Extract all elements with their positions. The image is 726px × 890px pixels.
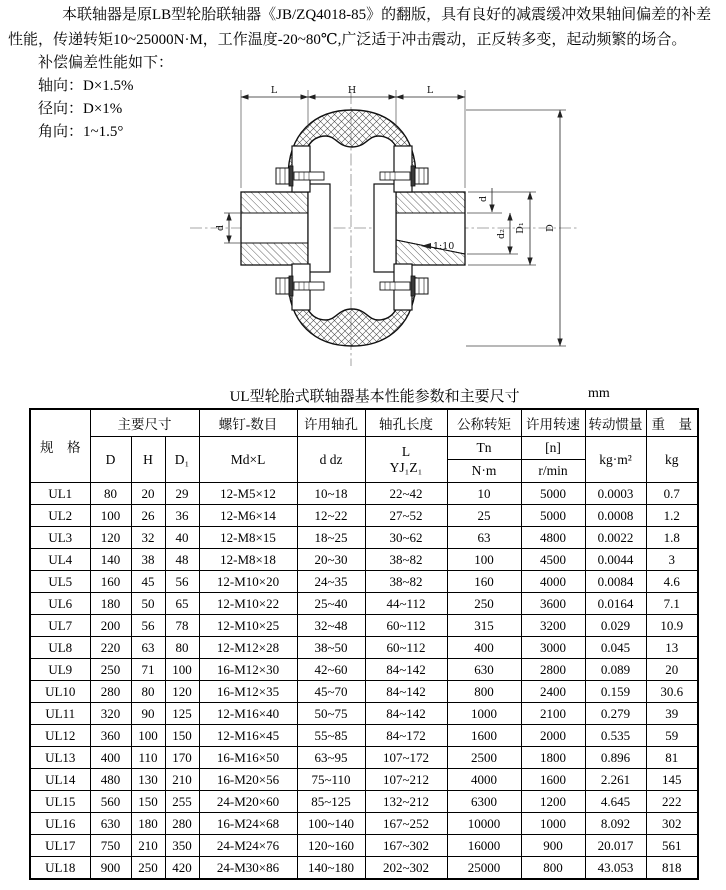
coupling-sleeves (308, 184, 396, 272)
value-cell: 630 (90, 813, 131, 835)
value-cell: 6300 (447, 791, 521, 813)
dim-label-l-left: L (270, 85, 278, 96)
value-cell: 38~82 (365, 571, 447, 593)
value-cell: 12-M12×28 (199, 637, 297, 659)
value-cell: 420 (165, 857, 199, 880)
value-cell: 4000 (521, 571, 585, 593)
value-cell: 0.089 (585, 659, 646, 681)
angular-tolerance: 角向：1~1.5° (38, 124, 124, 140)
value-cell: 29 (165, 483, 199, 505)
value-cell: 80 (131, 681, 165, 703)
value-cell: 63 (447, 527, 521, 549)
value-cell: 25000 (447, 857, 521, 880)
spec-cell: UL16 (30, 813, 90, 835)
spec-cell: UL2 (30, 505, 90, 527)
spec-cell: UL13 (30, 747, 90, 769)
bore-length-types: YJ₁Z₁ (389, 459, 423, 475)
value-cell: 3 (646, 549, 698, 571)
spec-cell: UL1 (30, 483, 90, 505)
value-cell: 560 (90, 791, 131, 813)
value-cell: 78 (165, 615, 199, 637)
right-hub (396, 192, 465, 265)
value-cell: 110 (131, 747, 165, 769)
col-speed-symbol: [n] (521, 437, 585, 460)
col-inertia-unit: kg·m² (585, 437, 646, 483)
value-cell: 0.0008 (585, 505, 646, 527)
value-cell: 12-M16×40 (199, 703, 297, 725)
value-cell: 3600 (521, 593, 585, 615)
value-cell: 43.053 (585, 857, 646, 880)
value-cell: 50~75 (297, 703, 365, 725)
value-cell: 800 (521, 857, 585, 880)
value-cell: 140~180 (297, 857, 365, 880)
value-cell: 160 (90, 571, 131, 593)
value-cell: 132~212 (365, 791, 447, 813)
intro-paragraph: 本联轴器是原LB型轮胎联轴器《JB/ZQ4018-85》的翻版，具有良好的减震缓冲效果轴间偏差的补差性能，传递转矩10~25000N·M，工作温度-20~80℃,广泛适于冲击震动，正反转多变，起动频繁的场合。 (8, 7, 712, 48)
value-cell: 71 (131, 659, 165, 681)
table-row (30, 747, 698, 769)
value-cell: 84~142 (365, 659, 447, 681)
spec-cell: UL10 (30, 681, 90, 703)
value-cell: 140 (90, 549, 131, 571)
col-weight-unit: kg (646, 437, 698, 483)
value-cell: 7.1 (646, 593, 698, 615)
value-cell: 0.0084 (585, 571, 646, 593)
value-cell: 36 (165, 505, 199, 527)
col-weight: 重 量 (646, 409, 698, 437)
value-cell: 63 (131, 637, 165, 659)
value-cell: 12-M10×22 (199, 593, 297, 615)
value-cell: 210 (131, 835, 165, 857)
value-cell: 84~142 (365, 703, 447, 725)
value-cell: 0.0044 (585, 549, 646, 571)
unit-label: mm (588, 386, 610, 401)
col-d1: D₁ (165, 437, 199, 483)
value-cell: 50 (131, 593, 165, 615)
value-cell: 0.896 (585, 747, 646, 769)
spec-cell: UL4 (30, 549, 90, 571)
value-cell: 255 (165, 791, 199, 813)
table-row (30, 483, 698, 505)
spec-cell: UL17 (30, 835, 90, 857)
value-cell: 100 (90, 505, 131, 527)
value-cell: 10000 (447, 813, 521, 835)
value-cell: 280 (165, 813, 199, 835)
value-cell: 16000 (447, 835, 521, 857)
value-cell: 16-M16×50 (199, 747, 297, 769)
value-cell: 100~140 (297, 813, 365, 835)
value-cell: 0.045 (585, 637, 646, 659)
value-cell: 320 (90, 703, 131, 725)
value-cell: 167~252 (365, 813, 447, 835)
value-cell: 16-M12×35 (199, 681, 297, 703)
spec-cell: UL8 (30, 637, 90, 659)
value-cell: 12-M8×18 (199, 549, 297, 571)
value-cell: 900 (90, 857, 131, 880)
value-cell: 800 (447, 681, 521, 703)
table-title-row (0, 385, 726, 405)
value-cell: 900 (521, 835, 585, 857)
value-cell: 0.159 (585, 681, 646, 703)
value-cell: 0.0003 (585, 483, 646, 505)
col-h: H (131, 437, 165, 483)
value-cell: 45 (131, 571, 165, 593)
value-cell: 0.7 (646, 483, 698, 505)
table-row (30, 703, 698, 725)
bore-length-symbol: L (401, 443, 411, 459)
value-cell: 85~125 (297, 791, 365, 813)
value-cell: 130 (131, 769, 165, 791)
value-cell: 10 (447, 483, 521, 505)
value-cell: 1800 (521, 747, 585, 769)
dim-label-d-outer: D (545, 224, 556, 232)
value-cell: 350 (165, 835, 199, 857)
col-torque-unit: N·m (447, 460, 521, 483)
value-cell: 38~50 (297, 637, 365, 659)
dim-label-h: H (347, 85, 357, 96)
table-row (30, 505, 698, 527)
dim-label-d1: D₁ (515, 222, 526, 234)
value-cell: 222 (646, 791, 698, 813)
spec-cell: UL14 (30, 769, 90, 791)
col-speed-unit: r/min (521, 460, 585, 483)
table-header (30, 409, 698, 483)
value-cell: 4500 (521, 549, 585, 571)
value-cell: 24-M30×86 (199, 857, 297, 880)
value-cell: 2.261 (585, 769, 646, 791)
dim-label-d-right: d (478, 195, 489, 203)
value-cell: 55~85 (297, 725, 365, 747)
table-row (30, 659, 698, 681)
value-cell: 16-M12×30 (199, 659, 297, 681)
col-main-dims: 主要尺寸 (90, 409, 199, 437)
col-bore-sub: d dz (297, 437, 365, 483)
value-cell: 63~95 (297, 747, 365, 769)
value-cell: 220 (90, 637, 131, 659)
value-cell: 20 (646, 659, 698, 681)
value-cell: 80 (165, 637, 199, 659)
value-cell: 40 (165, 527, 199, 549)
value-cell: 12-M16×45 (199, 725, 297, 747)
value-cell: 100 (131, 725, 165, 747)
value-cell: 1.8 (646, 527, 698, 549)
value-cell: 4000 (447, 769, 521, 791)
taper-label: 1:10 (433, 241, 455, 252)
value-cell: 32~48 (297, 615, 365, 637)
value-cell: 400 (90, 747, 131, 769)
col-bore: 许用轴孔 (297, 409, 365, 437)
value-cell: 107~172 (365, 747, 447, 769)
value-cell: 56 (165, 571, 199, 593)
table-row (30, 637, 698, 659)
spec-cell: UL11 (30, 703, 90, 725)
value-cell: 2800 (521, 659, 585, 681)
table-row (30, 615, 698, 637)
value-cell: 250 (131, 857, 165, 880)
spec-cell: UL6 (30, 593, 90, 615)
value-cell: 480 (90, 769, 131, 791)
value-cell: 18~25 (297, 527, 365, 549)
value-cell: 20~30 (297, 549, 365, 571)
value-cell: 65 (165, 593, 199, 615)
value-cell: 30~62 (365, 527, 447, 549)
value-cell: 24-M24×76 (199, 835, 297, 857)
spec-table-body (30, 483, 698, 880)
table-row (30, 527, 698, 549)
spec-cell: UL3 (30, 527, 90, 549)
table-row (30, 725, 698, 747)
spec-table (29, 408, 699, 880)
value-cell: 25~40 (297, 593, 365, 615)
value-cell: 12~22 (297, 505, 365, 527)
table-row (30, 549, 698, 571)
radial-tolerance: 径向：D×1% (38, 101, 123, 117)
value-cell: 56 (131, 615, 165, 637)
compensation-note: 补偿偏差性能如下： (38, 55, 174, 71)
col-torque-symbol: Tn (447, 437, 521, 460)
value-cell: 84~172 (365, 725, 447, 747)
value-cell: 561 (646, 835, 698, 857)
value-cell: 75~110 (297, 769, 365, 791)
value-cell: 0.279 (585, 703, 646, 725)
value-cell: 100 (165, 659, 199, 681)
value-cell: 42~60 (297, 659, 365, 681)
value-cell: 120 (90, 527, 131, 549)
value-cell: 1200 (521, 791, 585, 813)
value-cell: 280 (90, 681, 131, 703)
col-spec: 规 格 (30, 409, 90, 483)
col-screws-sub: Md×L (199, 437, 297, 483)
value-cell: 3000 (521, 637, 585, 659)
col-d: D (90, 437, 131, 483)
value-cell: 1600 (447, 725, 521, 747)
value-cell: 3200 (521, 615, 585, 637)
value-cell: 22~42 (365, 483, 447, 505)
value-cell: 1.2 (646, 505, 698, 527)
value-cell: 12-M10×25 (199, 615, 297, 637)
value-cell: 10.9 (646, 615, 698, 637)
value-cell: 150 (131, 791, 165, 813)
dim-label-d2: d₂ (496, 229, 507, 239)
value-cell: 167~302 (365, 835, 447, 857)
value-cell: 1000 (447, 703, 521, 725)
table-title: UL型轮胎式联轴器基本性能参数和主要尺寸 (229, 389, 520, 405)
value-cell: 210 (165, 769, 199, 791)
value-cell: 1600 (521, 769, 585, 791)
value-cell: 90 (131, 703, 165, 725)
value-cell: 160 (447, 571, 521, 593)
col-speed: 许用转速 (521, 409, 585, 437)
value-cell: 150 (165, 725, 199, 747)
table-row (30, 593, 698, 615)
value-cell: 13 (646, 637, 698, 659)
table-row (30, 769, 698, 791)
value-cell: 8.092 (585, 813, 646, 835)
value-cell: 16-M20×56 (199, 769, 297, 791)
value-cell: 818 (646, 857, 698, 880)
value-cell: 16-M24×68 (199, 813, 297, 835)
value-cell: 2000 (521, 725, 585, 747)
value-cell: 38 (131, 549, 165, 571)
spec-cell: UL12 (30, 725, 90, 747)
dim-label-l-right: L (426, 85, 434, 96)
col-bore-length: 轴孔长度 (365, 409, 447, 437)
value-cell: 315 (447, 615, 521, 637)
value-cell: 0.0022 (585, 527, 646, 549)
value-cell: 38~82 (365, 549, 447, 571)
value-cell: 145 (646, 769, 698, 791)
value-cell: 180 (90, 593, 131, 615)
spec-cell: UL18 (30, 857, 90, 880)
value-cell: 45~70 (297, 681, 365, 703)
value-cell: 2400 (521, 681, 585, 703)
value-cell: 0.0164 (585, 593, 646, 615)
axial-tolerance: 轴向：D×1.5% (38, 78, 134, 94)
value-cell: 400 (447, 637, 521, 659)
value-cell: 100 (447, 549, 521, 571)
value-cell: 5000 (521, 483, 585, 505)
value-cell: 4.645 (585, 791, 646, 813)
value-cell: 2500 (447, 747, 521, 769)
col-inertia: 转动惯量 (585, 409, 646, 437)
dim-label-d-left: d (215, 224, 226, 232)
spec-cell: UL9 (30, 659, 90, 681)
value-cell: 26 (131, 505, 165, 527)
value-cell: 120 (165, 681, 199, 703)
value-cell: 80 (90, 483, 131, 505)
value-cell: 0.535 (585, 725, 646, 747)
left-hub (241, 192, 308, 265)
value-cell: 48 (165, 549, 199, 571)
coupling-section-drawing (184, 76, 604, 376)
value-cell: 81 (646, 747, 698, 769)
value-cell: 5000 (521, 505, 585, 527)
value-cell: 32 (131, 527, 165, 549)
value-cell: 125 (165, 703, 199, 725)
value-cell: 180 (131, 813, 165, 835)
value-cell: 60~112 (365, 637, 447, 659)
value-cell: 59 (646, 725, 698, 747)
value-cell: 630 (447, 659, 521, 681)
value-cell: 20 (131, 483, 165, 505)
value-cell: 24-M20×60 (199, 791, 297, 813)
spec-cell: UL15 (30, 791, 90, 813)
table-row (30, 791, 698, 813)
value-cell: 120~160 (297, 835, 365, 857)
value-cell: 12-M6×14 (199, 505, 297, 527)
value-cell: 250 (90, 659, 131, 681)
table-row (30, 813, 698, 835)
value-cell: 84~142 (365, 681, 447, 703)
value-cell: 60~112 (365, 615, 447, 637)
value-cell: 24~35 (297, 571, 365, 593)
value-cell: 200 (90, 615, 131, 637)
col-screws: 螺钉-数目 (199, 409, 297, 437)
value-cell: 4800 (521, 527, 585, 549)
value-cell: 2100 (521, 703, 585, 725)
value-cell: 30.6 (646, 681, 698, 703)
value-cell: 1000 (521, 813, 585, 835)
value-cell: 10~18 (297, 483, 365, 505)
value-cell: 360 (90, 725, 131, 747)
table-row (30, 857, 698, 880)
table-row (30, 681, 698, 703)
value-cell: 39 (646, 703, 698, 725)
value-cell: 12-M10×20 (199, 571, 297, 593)
value-cell: 4.6 (646, 571, 698, 593)
table-row (30, 835, 698, 857)
value-cell: 27~52 (365, 505, 447, 527)
value-cell: 25 (447, 505, 521, 527)
col-bore-length-sub (365, 437, 447, 483)
table-row (30, 571, 698, 593)
spec-cell: UL7 (30, 615, 90, 637)
value-cell: 20.017 (585, 835, 646, 857)
value-cell: 0.029 (585, 615, 646, 637)
value-cell: 12-M5×12 (199, 483, 297, 505)
col-torque: 公称转矩 (447, 409, 521, 437)
value-cell: 107~212 (365, 769, 447, 791)
value-cell: 302 (646, 813, 698, 835)
value-cell: 44~112 (365, 593, 447, 615)
value-cell: 12-M8×15 (199, 527, 297, 549)
value-cell: 250 (447, 593, 521, 615)
spec-cell: UL5 (30, 571, 90, 593)
value-cell: 202~302 (365, 857, 447, 880)
value-cell: 750 (90, 835, 131, 857)
value-cell: 170 (165, 747, 199, 769)
